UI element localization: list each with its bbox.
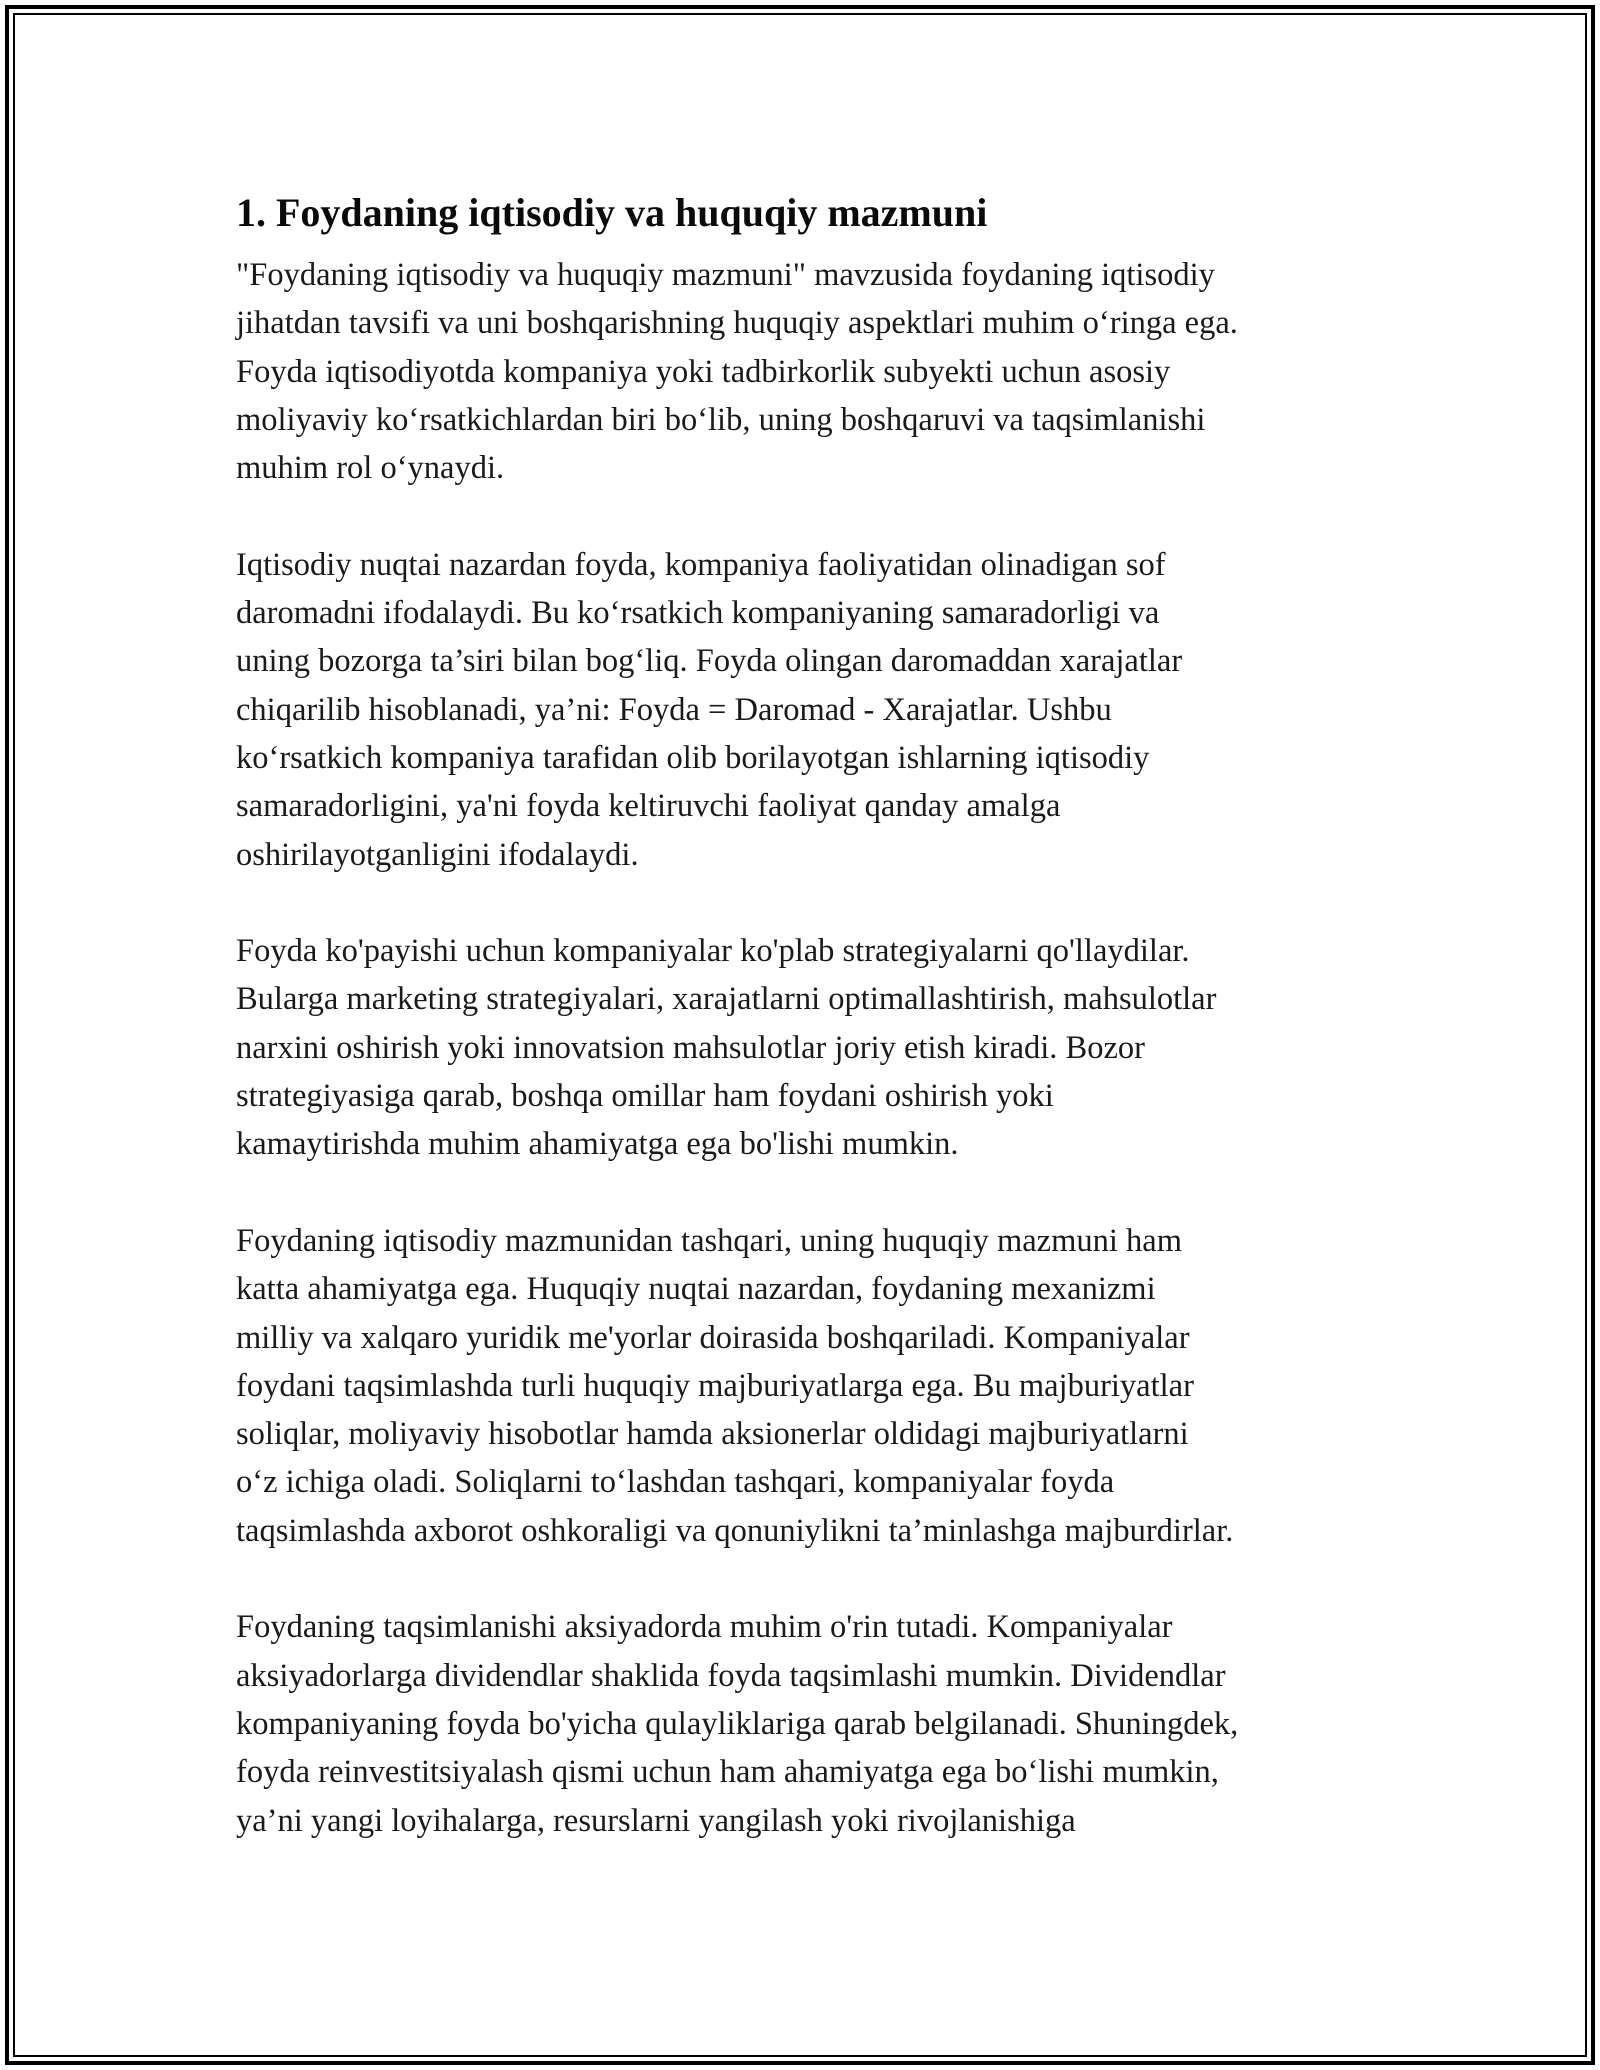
paragraph-intro: "Foydaning iqtisodiy va huquqiy mazmuni" mavzusida foydaning iqtisodiy jihatdan tavsifi va uni boshqarishning huquqiy aspektlari muhim o‘ringa ega. Foyda iqtisodiyotda kompaniya yoki tadbirkorlik subyekti uchun asosiy moliyaviy ko‘rsatkichlardan biri bo‘lib, uning boshqaruvi va taqsimlanishi muhim rol o‘ynaydi. [236,257,1238,487]
paragraph-legal: Foydaning iqtisodiy mazmunidan tashqari, uning huquqiy mazmuni ham katta ahamiyatga ega. Huquqiy nuqtai nazardan, foydaning mexanizmi milliy va xalqaro yuridik me'yorlar doirasida boshqariladi. Kompaniyalar foydani taqsimlashda turli huquqiy majburiyatlarga ega. Bu majburiyatlar soliqlar, moliyaviy hisobotlar hamda aksionerlar oldidagi majburiyatlarni o‘z ichiga oladi. Soliqlarni to‘lashdan tashqari, kompaniyalar foyda taqsimlashda axborot oshkoraligi va qonuniylikni ta’minlashga majburdirlar. [236,1222,1234,1549]
paragraph-strategies: Foyda ko'payishi uchun kompaniyalar ko'plab strategiyalarni qo'llaydilar. Bularga marketing strategiyalari, xarajatlarni optimallashtirish, mahsulotlar narxini oshirish yoki innovatsion mahsulotlar joriy etish kiradi. Bozor strategiyasiga qarab, boshqa omillar ham foydani oshirish yoki kamaytirishda muhim ahamiyatga ega bo'lishi mumkin. [236,933,1217,1163]
document-page [236,185,1386,1845]
paragraph-distribution: Foydaning taqsimlanishi aksiyadorda muhim o'rin tutadi. Kompaniyalar aksiyadorlarga dividendlar shaklida foyda taqsimlashi mumkin. Dividendlar kompaniyaning foyda bo'yicha qulayliklariga qarab belgilanadi. Shuningdek, foyda reinvestitsiyalash qismi uchun ham ahamiyatga ega bo‘lishi mumkin, ya’ni yangi loyihalarga, resurslarni yangilash yoki rivojlanishiga [236,1609,1239,1839]
section-heading: 1. Foydaning iqtisodiy va huquqiy mazmuni [236,190,988,235]
paragraph-economic: Iqtisodiy nuqtai nazardan foyda, kompaniya faoliyatidan olinadigan sof daromadni ifodalaydi. Bu ko‘rsatkich kompaniyaning samaradorligi va uning bozorga ta’siri bilan bog‘liq. Foyda olingan daromaddan xarajatlar chiqarilib hisoblanadi, ya’ni: Foyda = Daromad - Xarajatlar. Ushbu ko‘rsatkich kompaniya tarafidan olib borilayotgan ishlarning iqtisodiy samaradorligini, ya'ni foyda keltiruvchi faoliyat qanday amalga oshirilayotganligini ifodalaydi. [236,546,1183,873]
